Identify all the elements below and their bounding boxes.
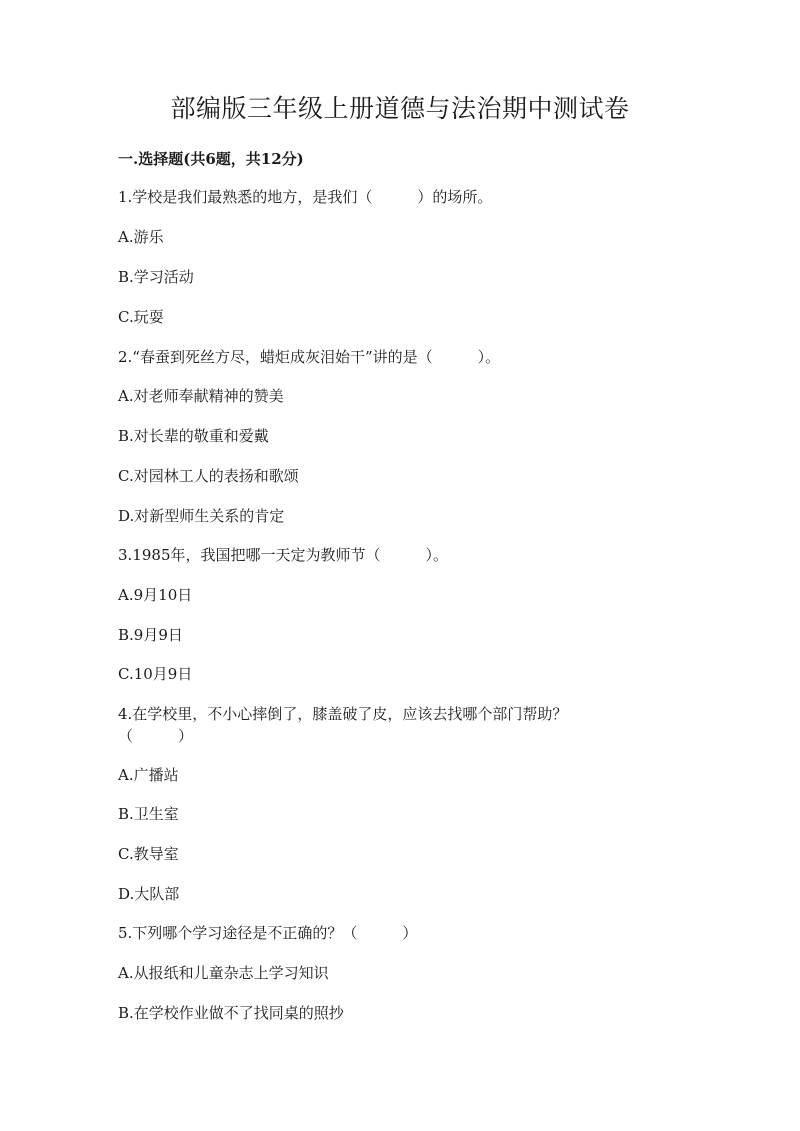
question-3-option-c: C.10月9日	[118, 665, 193, 683]
question-4-option-c: C.教导室	[118, 845, 179, 863]
question-2-stem: 2.“春蚕到死丝方尽，蜡炬成灰泪始干”讲的是（ ）。	[118, 348, 501, 366]
question-3-option-a: A.9月10日	[118, 586, 193, 604]
question-1-option-a: A.游乐	[118, 228, 164, 246]
question-4-stem: 4.在学校里，不小心摔倒了，膝盖破了皮，应该去找哪个部门帮助？	[118, 705, 568, 723]
question-2-option-d: D.对新型师生关系的肯定	[118, 507, 285, 525]
section-heading: 一.选择题(共6题，共12分)	[118, 150, 304, 168]
page-title: 部编版三年级上册道德与法治期中测试卷	[170, 94, 630, 123]
question-2-option-a: A.对老师奉献精神的赞美	[118, 387, 284, 405]
question-2-option-b: B.对长辈的敬重和爱戴	[118, 427, 269, 445]
question-5-option-a: A.从报纸和儿童杂志上学习知识	[118, 964, 329, 982]
question-4-option-b: B.卫生室	[118, 805, 179, 823]
question-1-option-c: C.玩耍	[118, 308, 164, 326]
question-4-option-d: D.大队部	[118, 885, 180, 903]
question-1-option-b: B.学习活动	[118, 268, 194, 286]
question-3-stem: 3.1985年，我国把哪一天定为教师节（ ）。	[118, 546, 448, 564]
question-1-stem: 1.学校是我们最熟悉的地方，是我们（ ）的场所。	[118, 188, 493, 206]
question-2-option-c: C.对园林工人的表扬和歌颂	[118, 467, 299, 485]
question-4-stem-continuation: （ ）	[118, 727, 194, 745]
question-3-option-b: B.9月9日	[118, 626, 183, 644]
question-5-option-b: B.在学校作业做不了找同桌的照抄	[118, 1004, 344, 1022]
question-5-stem: 5.下列哪个学习途径是不正确的？（ ）	[118, 924, 418, 942]
question-4-option-a: A.广播站	[118, 766, 179, 784]
